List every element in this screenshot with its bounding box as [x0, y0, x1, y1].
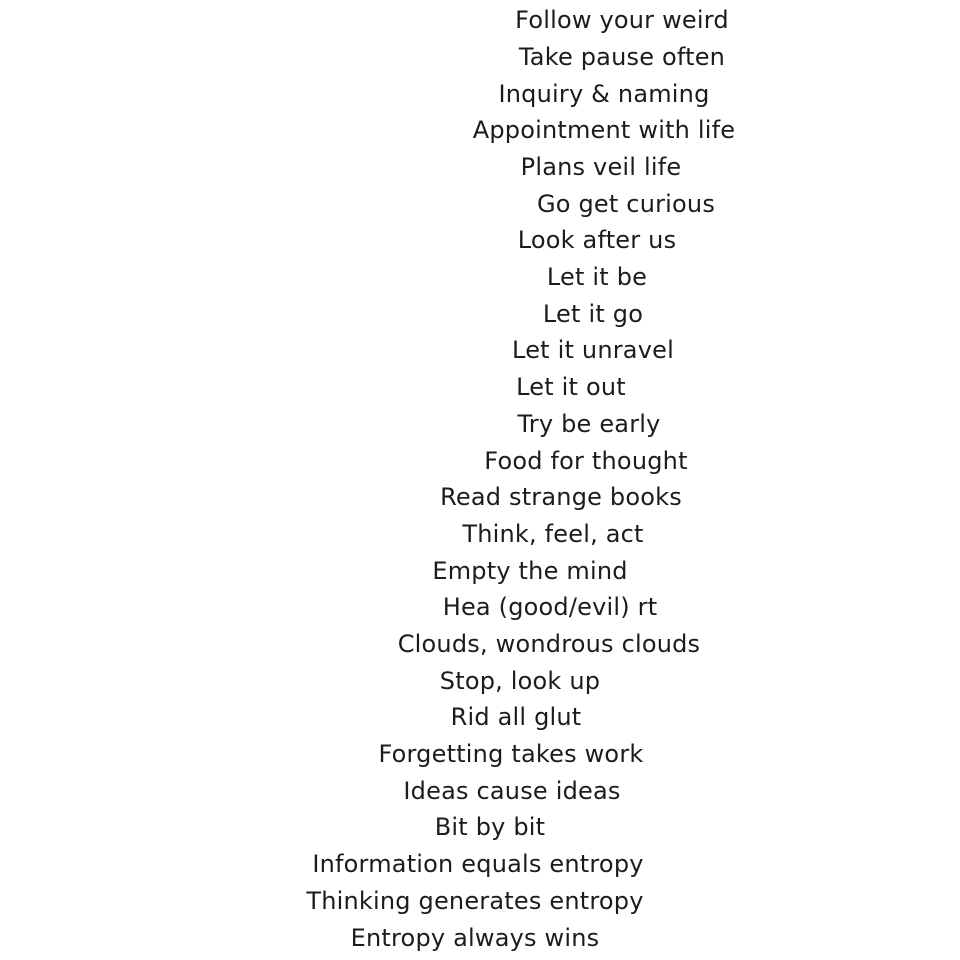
poem-line-5: Plans veil life: [520, 153, 682, 181]
poem-line-14: Read strange books: [440, 483, 682, 511]
poem-line-8: Let it be: [546, 263, 648, 291]
poem-line-13: Food for thought: [484, 447, 688, 475]
poem-line-1: Follow your weird: [515, 6, 729, 34]
poem-line-21: Forgetting takes work: [378, 740, 644, 768]
poem-line-12: Try be early: [517, 410, 661, 438]
poem-line-25: Thinking generates entropy: [306, 887, 644, 915]
poem-line-17: Hea (good/evil) rt: [442, 593, 658, 621]
poem-line-9: Let it go: [542, 300, 644, 328]
poem-line-26: Entropy always wins: [350, 924, 600, 952]
poem-line-10: Let it unravel: [512, 336, 674, 364]
poem-line-22: Ideas cause ideas: [403, 777, 621, 805]
poem-line-3: Inquiry & naming: [498, 80, 710, 108]
poem-line-23: Bit by bit: [434, 813, 546, 841]
poem-line-15: Think, feel, act: [462, 520, 644, 548]
poem-line-18: Clouds, wondrous clouds: [397, 630, 701, 658]
poem-line-20: Rid all glut: [450, 703, 582, 731]
poem-line-16: Empty the mind: [432, 557, 628, 585]
poem-line-2: Take pause often: [518, 43, 726, 71]
poem-line-7: Look after us: [517, 226, 677, 254]
poem-line-4: Appointment with life: [472, 116, 736, 144]
poem-line-19: Stop, look up: [439, 667, 601, 695]
poem-line-6: Go get curious: [536, 190, 716, 218]
poem-line-11: Let it out: [516, 373, 626, 401]
poem-line-24: Information equals entropy: [312, 850, 644, 878]
